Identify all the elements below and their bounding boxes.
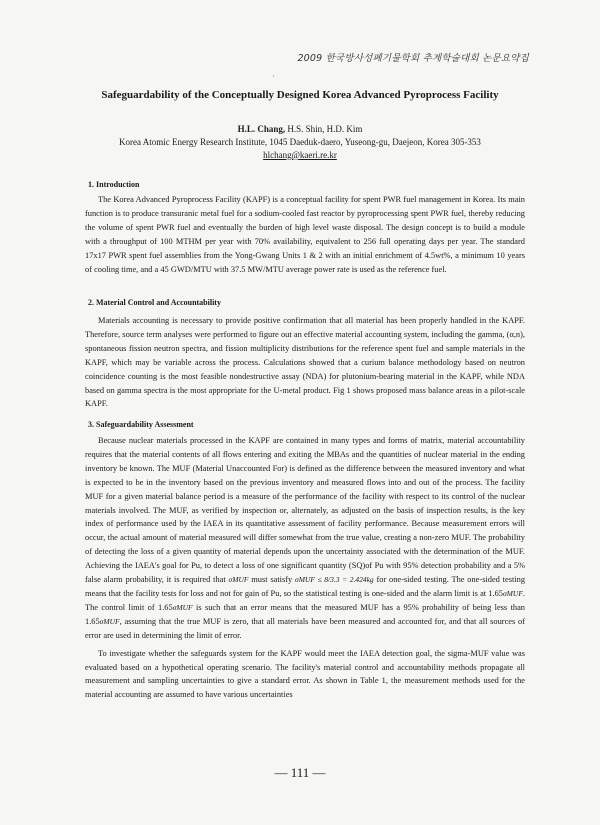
section-body-mca — [85, 314, 525, 411]
text-run: for one-sided testing. The one-sided testing means that the facility tests for loss and not for gain of Pu, so the statistical testing is one-sided and the alarm limit is at 1.65 — [85, 575, 526, 598]
email-line — [0, 150, 600, 160]
sigma-muf-symbol: σMUF — [99, 616, 120, 626]
sigma-muf-symbol: σMUF — [502, 588, 523, 598]
paragraph — [85, 434, 525, 643]
text-run: is such that an error means that the measured MUF has a 95% probability of being less than 1.65 — [85, 602, 525, 626]
sigma-muf-symbol: σMUF — [228, 575, 249, 585]
paragraph: Materials accounting is necessary to provide positive confirmation that all material has been properly handled in the KAPF. Therefore, source term analyses were performed to figure out an effective material accounting system, including the gamma, (α,n), spontaneous fission neutron spectra, and fission multiplicity distributions for the reference spent fuel and sample materials in the KAPF, which may be variable across the process. Calculations showed that a curium balance methodology based on neutron coincidence counting is the most feasible nondestructive assay (NDA) for plutonium-bearing material in the KAPF, while NDA based on gamma spectra is the most appropriate for the U-metal product. Fig 1 shows proposed mass balance areas in a pilot-scale KAPF. — [85, 316, 525, 409]
page-number: — 111 — — [274, 765, 326, 780]
inequality-formula: σMUF ≤ 8/3.3 = 2.424kg — [295, 575, 374, 585]
text-run: Because nuclear materials processed in the KAPF are contained in many types and forms of matrix, material accountability requires that the material contents of all flows entering and exiting the MBAs and the quantities of nuclear material in the ending inventory be known. The MUF (Material Unaccounted For) is defined as the difference between the measured inventory and what is expected to be in the inventory based on the previous inventory and measured flows into and out of the process. The facility MUF for a given material balance period is a measure of the performance of the facility with respect to its control of the nuclear materials involved. The MUF, as verified by inspection or, alternately, as adjusted on the basis of inspection results, is the key index of performance used by the IAEA in its quantitative assessment of facility performance. Because measurement errors will occur, the actual amount of material measured will differ somewhat from the true value, creating a non-zero MUF. The probability of detecting the loss of a given quantity of material depends upon the uncertainty associated with the determination of the MUF. Achieving the IAEA's goal for Pu, to detect a loss of one significant quantity (SQ)of Pu with 95% detection probability and a 5% false alarm probability, it is required that — [85, 436, 525, 585]
section-body-safeguardability — [85, 434, 525, 702]
paragraph: To investigate whether the safeguards system for the KAPF would meet the IAEA detection goal, the sigma-MUF value was evaluated based on a hypothetical operating scenario. The facility's material control and accountability methods propagate all measurement and sampling uncertainties to give a standard error. As shown in Table 1, the measurement methods used for the material accounting are assumed to have various uncertainties — [85, 648, 525, 700]
paragraph: The Korea Advanced Pyroprocess Facility (KAPF) is a conceptual facility for spent PWR fuel management in Korea. Its main function is to produce transuranic metal fuel for a sodium-cooled fast reactor by pyroprocessing spent PWR fuel, thereby reducing the volume of spent PWR fuel and eventually the burden of high level waste disposal. The design concept is to build a module with a throughput of 100 MTHM per year with 70% availability, equivalent to 256 full operating days per year. The standard 17x17 PWR spent fuel assemblies from the Yong-Gwang Units 1 & 2 with an initial enrichment of 4.5wt%, a minimum 10 years of cooling time, and a 45 GWD/MTU with 37.5 MW/MTU average power rate is used as the reference fuel. — [85, 195, 525, 274]
section-body-introduction — [85, 193, 525, 276]
text-run: must satisfy — [248, 575, 296, 585]
section-heading-safeguardability: 3. Safeguardability Assessment — [88, 420, 194, 429]
text-run: . The control limit of 1.65 — [85, 588, 525, 612]
affiliation: Korea Atomic Energy Research Institute, 1045 Daeduk-daero, Yuseong-gu, Daejeon, Korea 305-353 — [119, 137, 481, 147]
section-heading-mca: 2. Material Control and Accountability — [88, 298, 221, 307]
stray-mark: · — [272, 72, 275, 81]
author-line — [0, 124, 600, 134]
section-heading-introduction: 1. Introduction — [88, 180, 140, 189]
text-run: , assuming that the true MUF is zero, that all materials have been measured and accounted for, and that all sources of error are used in determining the limit of error. — [85, 616, 525, 640]
paper-title: Safeguardability of the Conceptually Designed Korea Advanced Pyroprocess Facility — [101, 89, 499, 101]
co-authors: H.S. Shin, H.D. Kim — [285, 124, 363, 134]
sigma-muf-symbol: σMUF — [172, 602, 193, 612]
author-email[interactable]: hlchang@kaeri.re.kr — [263, 150, 337, 160]
running-header: 2009 한국방사성폐기물학회 추계학술대회 논문요약집 — [297, 53, 529, 64]
lead-author: H.L. Chang, — [237, 124, 286, 134]
